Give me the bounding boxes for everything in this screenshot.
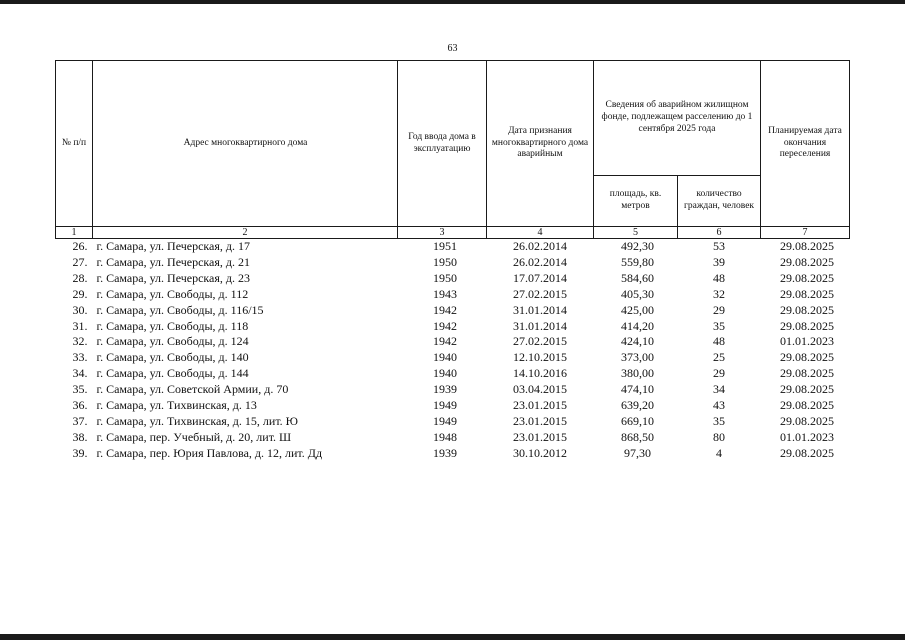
- table-row: [56, 239, 850, 255]
- scan-border-bottom: [0, 634, 905, 640]
- row-planned-date: 29.08.2025: [780, 286, 834, 301]
- row-planned-date: 01.01.2023: [780, 429, 834, 444]
- row-planned-date: 29.08.2025: [780, 254, 834, 269]
- row-year: 1942: [433, 334, 457, 349]
- table-row: [56, 366, 850, 382]
- row-planned-date: 29.08.2025: [780, 302, 834, 317]
- header-year: Год ввода дома в эксплуатацию: [398, 61, 487, 227]
- column-number: 2: [93, 227, 398, 239]
- table-row: [56, 319, 850, 335]
- row-area: 373,00: [621, 350, 654, 365]
- row-emergency-date: 23.01.2015: [513, 413, 567, 428]
- row-year: 1949: [433, 413, 457, 428]
- row-year: 1943: [433, 286, 457, 301]
- column-number: 5: [594, 227, 678, 239]
- row-residents: 32: [713, 286, 725, 301]
- row-planned-date: 29.08.2025: [780, 398, 834, 413]
- row-planned-date: 29.08.2025: [780, 270, 834, 285]
- row-planned-date: 29.08.2025: [780, 382, 834, 397]
- row-area: 492,30: [621, 239, 654, 253]
- row-number: 35.: [72, 382, 88, 397]
- row-emergency-date: 26.02.2014: [513, 254, 567, 269]
- table-row: [56, 398, 850, 414]
- row-planned-date: 29.08.2025: [780, 350, 834, 365]
- table-row: [56, 382, 850, 398]
- row-number: 28.: [72, 270, 88, 285]
- page-number: 63: [447, 43, 458, 54]
- row-address: г. Самара, ул. Тихвинская, д. 13: [96, 398, 257, 413]
- row-number: 26.: [72, 239, 88, 253]
- row-emergency-date: 14.10.2016: [513, 366, 567, 381]
- row-area: 414,20: [621, 318, 654, 333]
- row-number: 31.: [72, 318, 88, 333]
- row-planned-date: 29.08.2025: [780, 445, 834, 460]
- row-address: г. Самара, ул. Свободы, д. 112: [96, 286, 249, 301]
- table-row: [56, 350, 850, 366]
- row-year: 1950: [433, 254, 457, 269]
- row-emergency-date: 27.02.2015: [513, 286, 567, 301]
- column-number: 1: [56, 227, 93, 239]
- column-number: 3: [398, 227, 487, 239]
- row-residents: 53: [713, 239, 725, 253]
- header-address: Адрес многоквартирного дома: [93, 61, 398, 227]
- row-emergency-date: 30.10.2012: [513, 445, 567, 460]
- row-number: 34.: [72, 366, 88, 381]
- row-area: 559,80: [621, 254, 654, 269]
- row-planned-date: 29.08.2025: [780, 318, 834, 333]
- table-row: [56, 446, 850, 462]
- row-number: 39.: [72, 445, 88, 460]
- row-area: 405,30: [621, 286, 654, 301]
- header-area: площадь, кв. метров: [594, 176, 678, 227]
- row-year: 1951: [433, 239, 457, 253]
- row-address: г. Самара, ул. Советской Армии, д. 70: [96, 382, 289, 397]
- table-row: [56, 271, 850, 287]
- row-year: 1942: [433, 318, 457, 333]
- row-year: 1939: [433, 445, 457, 460]
- table-row: [56, 255, 850, 271]
- row-year: 1940: [433, 366, 457, 381]
- row-emergency-date: 17.07.2014: [513, 270, 567, 285]
- table-row: [56, 287, 850, 303]
- row-residents: 34: [713, 382, 725, 397]
- row-number: 29.: [72, 286, 88, 301]
- row-residents: 29: [713, 366, 725, 381]
- row-year: 1942: [433, 302, 457, 317]
- row-planned-date: 29.08.2025: [780, 366, 834, 381]
- row-address: г. Самара, пер. Учебный, д. 20, лит. Ш: [96, 429, 292, 444]
- header-number: № п/п: [56, 61, 93, 227]
- row-planned-date: 29.08.2025: [780, 413, 834, 428]
- row-residents: 4: [716, 445, 722, 460]
- row-area: 380,00: [621, 366, 654, 381]
- row-year: 1948: [433, 429, 457, 444]
- row-residents: 39: [713, 254, 725, 269]
- row-residents: 25: [713, 350, 725, 365]
- row-emergency-date: 31.01.2014: [513, 302, 567, 317]
- row-area: 584,60: [621, 270, 654, 285]
- table-row: [56, 303, 850, 319]
- row-residents: 48: [713, 334, 725, 349]
- row-planned-date: 01.01.2023: [780, 334, 834, 349]
- row-number: 30.: [72, 302, 88, 317]
- row-emergency-date: 23.01.2015: [513, 398, 567, 413]
- header-planned-date: Планируемая дата окончания переселения: [761, 61, 850, 227]
- row-area: 424,10: [621, 334, 654, 349]
- row-residents: 35: [713, 413, 725, 428]
- row-address: г. Самара, ул. Свободы, д. 144: [96, 366, 249, 381]
- scan-border-top: [0, 0, 905, 4]
- table-row: [56, 430, 850, 446]
- row-area: 639,20: [621, 398, 654, 413]
- row-address: г. Самара, ул. Печерская, д. 23: [96, 270, 251, 285]
- row-emergency-date: 03.04.2015: [513, 382, 567, 397]
- row-year: 1949: [433, 398, 457, 413]
- row-area: 868,50: [621, 429, 654, 444]
- row-address: г. Самара, ул. Свободы, д. 124: [96, 334, 249, 349]
- row-emergency-date: 23.01.2015: [513, 429, 567, 444]
- column-number: 7: [761, 227, 850, 239]
- row-residents: 80: [713, 429, 725, 444]
- row-address: г. Самара, ул. Свободы, д. 116/15: [96, 302, 264, 317]
- row-year: 1950: [433, 270, 457, 285]
- table-row: [56, 334, 850, 350]
- row-number: 36.: [72, 398, 88, 413]
- row-area: 97,30: [624, 445, 651, 460]
- row-address: г. Самара, ул. Свободы, д. 140: [96, 350, 249, 365]
- row-residents: 29: [713, 302, 725, 317]
- header-emergency-date: Дата признания многоквартирного дома аварийным: [487, 61, 594, 227]
- column-number: 6: [678, 227, 761, 239]
- row-address: г. Самара, ул. Печерская, д. 17: [96, 239, 251, 253]
- row-residents: 43: [713, 398, 725, 413]
- row-area: 425,00: [621, 302, 654, 317]
- table-body: [56, 239, 850, 462]
- row-number: 33.: [72, 350, 88, 365]
- emergency-housing-table: [55, 60, 850, 462]
- column-number: 4: [487, 227, 594, 239]
- row-area: 474,10: [621, 382, 654, 397]
- row-area: 669,10: [621, 413, 654, 428]
- header-residents: количество граждан, человек: [678, 176, 761, 227]
- row-emergency-date: 27.02.2015: [513, 334, 567, 349]
- row-emergency-date: 12.10.2015: [513, 350, 567, 365]
- row-address: г. Самара, пер. Юрия Павлова, д. 12, лит. Дд: [96, 445, 323, 460]
- row-planned-date: 29.08.2025: [780, 239, 834, 253]
- table-row: [56, 414, 850, 430]
- row-emergency-date: 26.02.2014: [513, 239, 567, 253]
- row-number: 32.: [72, 334, 88, 349]
- column-number-row: [56, 227, 850, 239]
- row-address: г. Самара, ул. Свободы, д. 118: [96, 318, 249, 333]
- row-address: г. Самара, ул. Тихвинская, д. 15, лит. Ю: [96, 413, 298, 428]
- row-residents: 35: [713, 318, 725, 333]
- row-residents: 48: [713, 270, 725, 285]
- row-year: 1939: [433, 382, 457, 397]
- row-number: 38.: [72, 429, 88, 444]
- header-resettlement-group: Сведения об аварийном жилищном фонде, подлежащем расселению до 1 сентября 2025 года: [594, 61, 761, 176]
- row-address: г. Самара, ул. Печерская, д. 21: [96, 254, 251, 269]
- row-number: 37.: [72, 413, 88, 428]
- row-year: 1940: [433, 350, 457, 365]
- row-emergency-date: 31.01.2014: [513, 318, 567, 333]
- row-number: 27.: [72, 254, 88, 269]
